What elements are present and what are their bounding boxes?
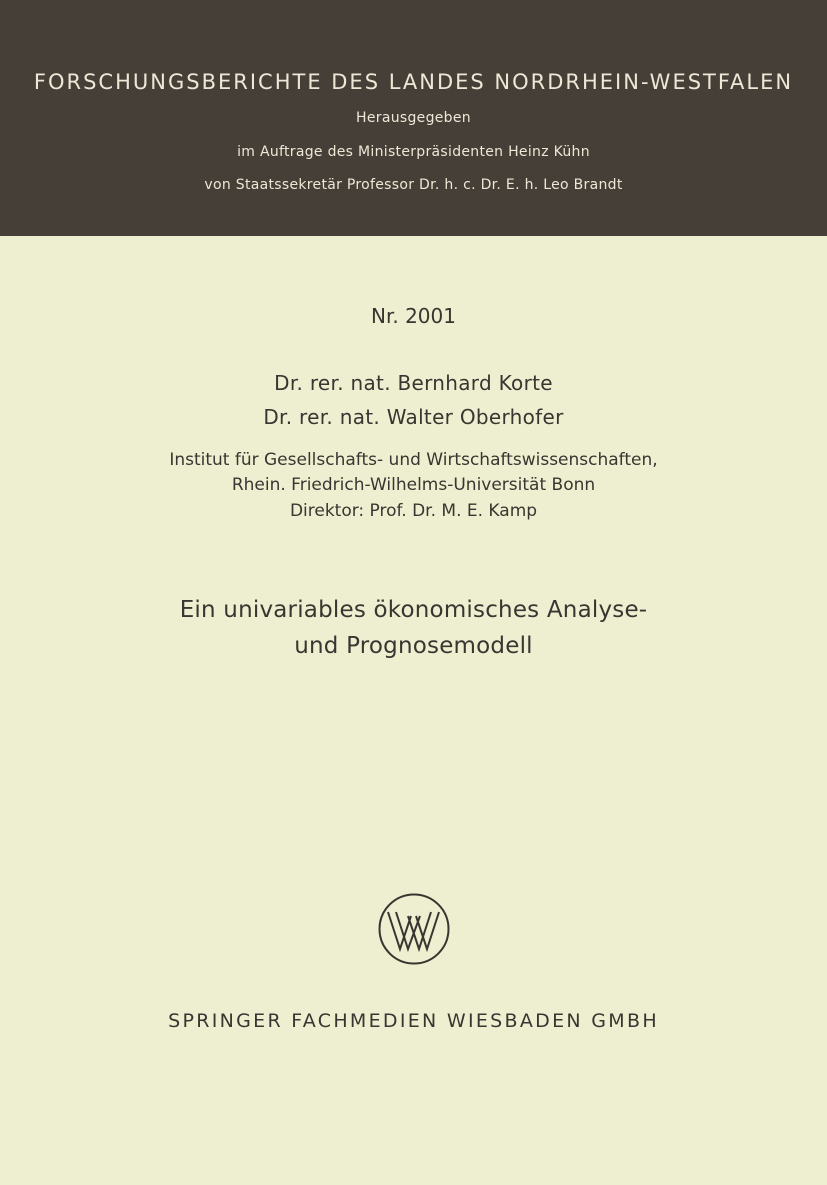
editor-line-staatssekretaer: von Staatssekretär Professor Dr. h. c. Dr. E. h. Leo Brandt [204, 177, 623, 193]
institution-line-3: Direktor: Prof. Dr. M. E. Kamp [289, 501, 538, 521]
editor-line-herausgegeben: Herausgegeben [356, 110, 471, 126]
author-1: Dr. rer. nat. Bernhard Korte [274, 371, 553, 395]
author-2: Dr. rer. nat. Walter Oberhofer [263, 405, 564, 429]
publisher-name: SPRINGER FACHMEDIEN WIESBADEN GMBH [168, 1010, 659, 1032]
institution-line-2: Rhein. Friedrich-Wilhelms-Universität Bonn [231, 475, 596, 495]
institution-line-1: Institut für Gesellschafts- und Wirtschaftswissenschaften, [169, 450, 658, 470]
report-number: Nr. 2001 [371, 304, 456, 328]
editor-line-auftrag: im Auftrage des Ministerpräsidenten Heinz Kühn [237, 144, 590, 160]
series-title: FORSCHUNGSBERICHTE DES LANDES NORDRHEIN-WESTFALEN [33, 70, 794, 94]
publisher-logo-icon [378, 893, 450, 965]
book-title-line-2: und Prognosemodell [294, 633, 533, 659]
header-band [0, 0, 827, 236]
book-title-line-1: Ein univariables ökonomisches Analyse- [179, 597, 648, 623]
